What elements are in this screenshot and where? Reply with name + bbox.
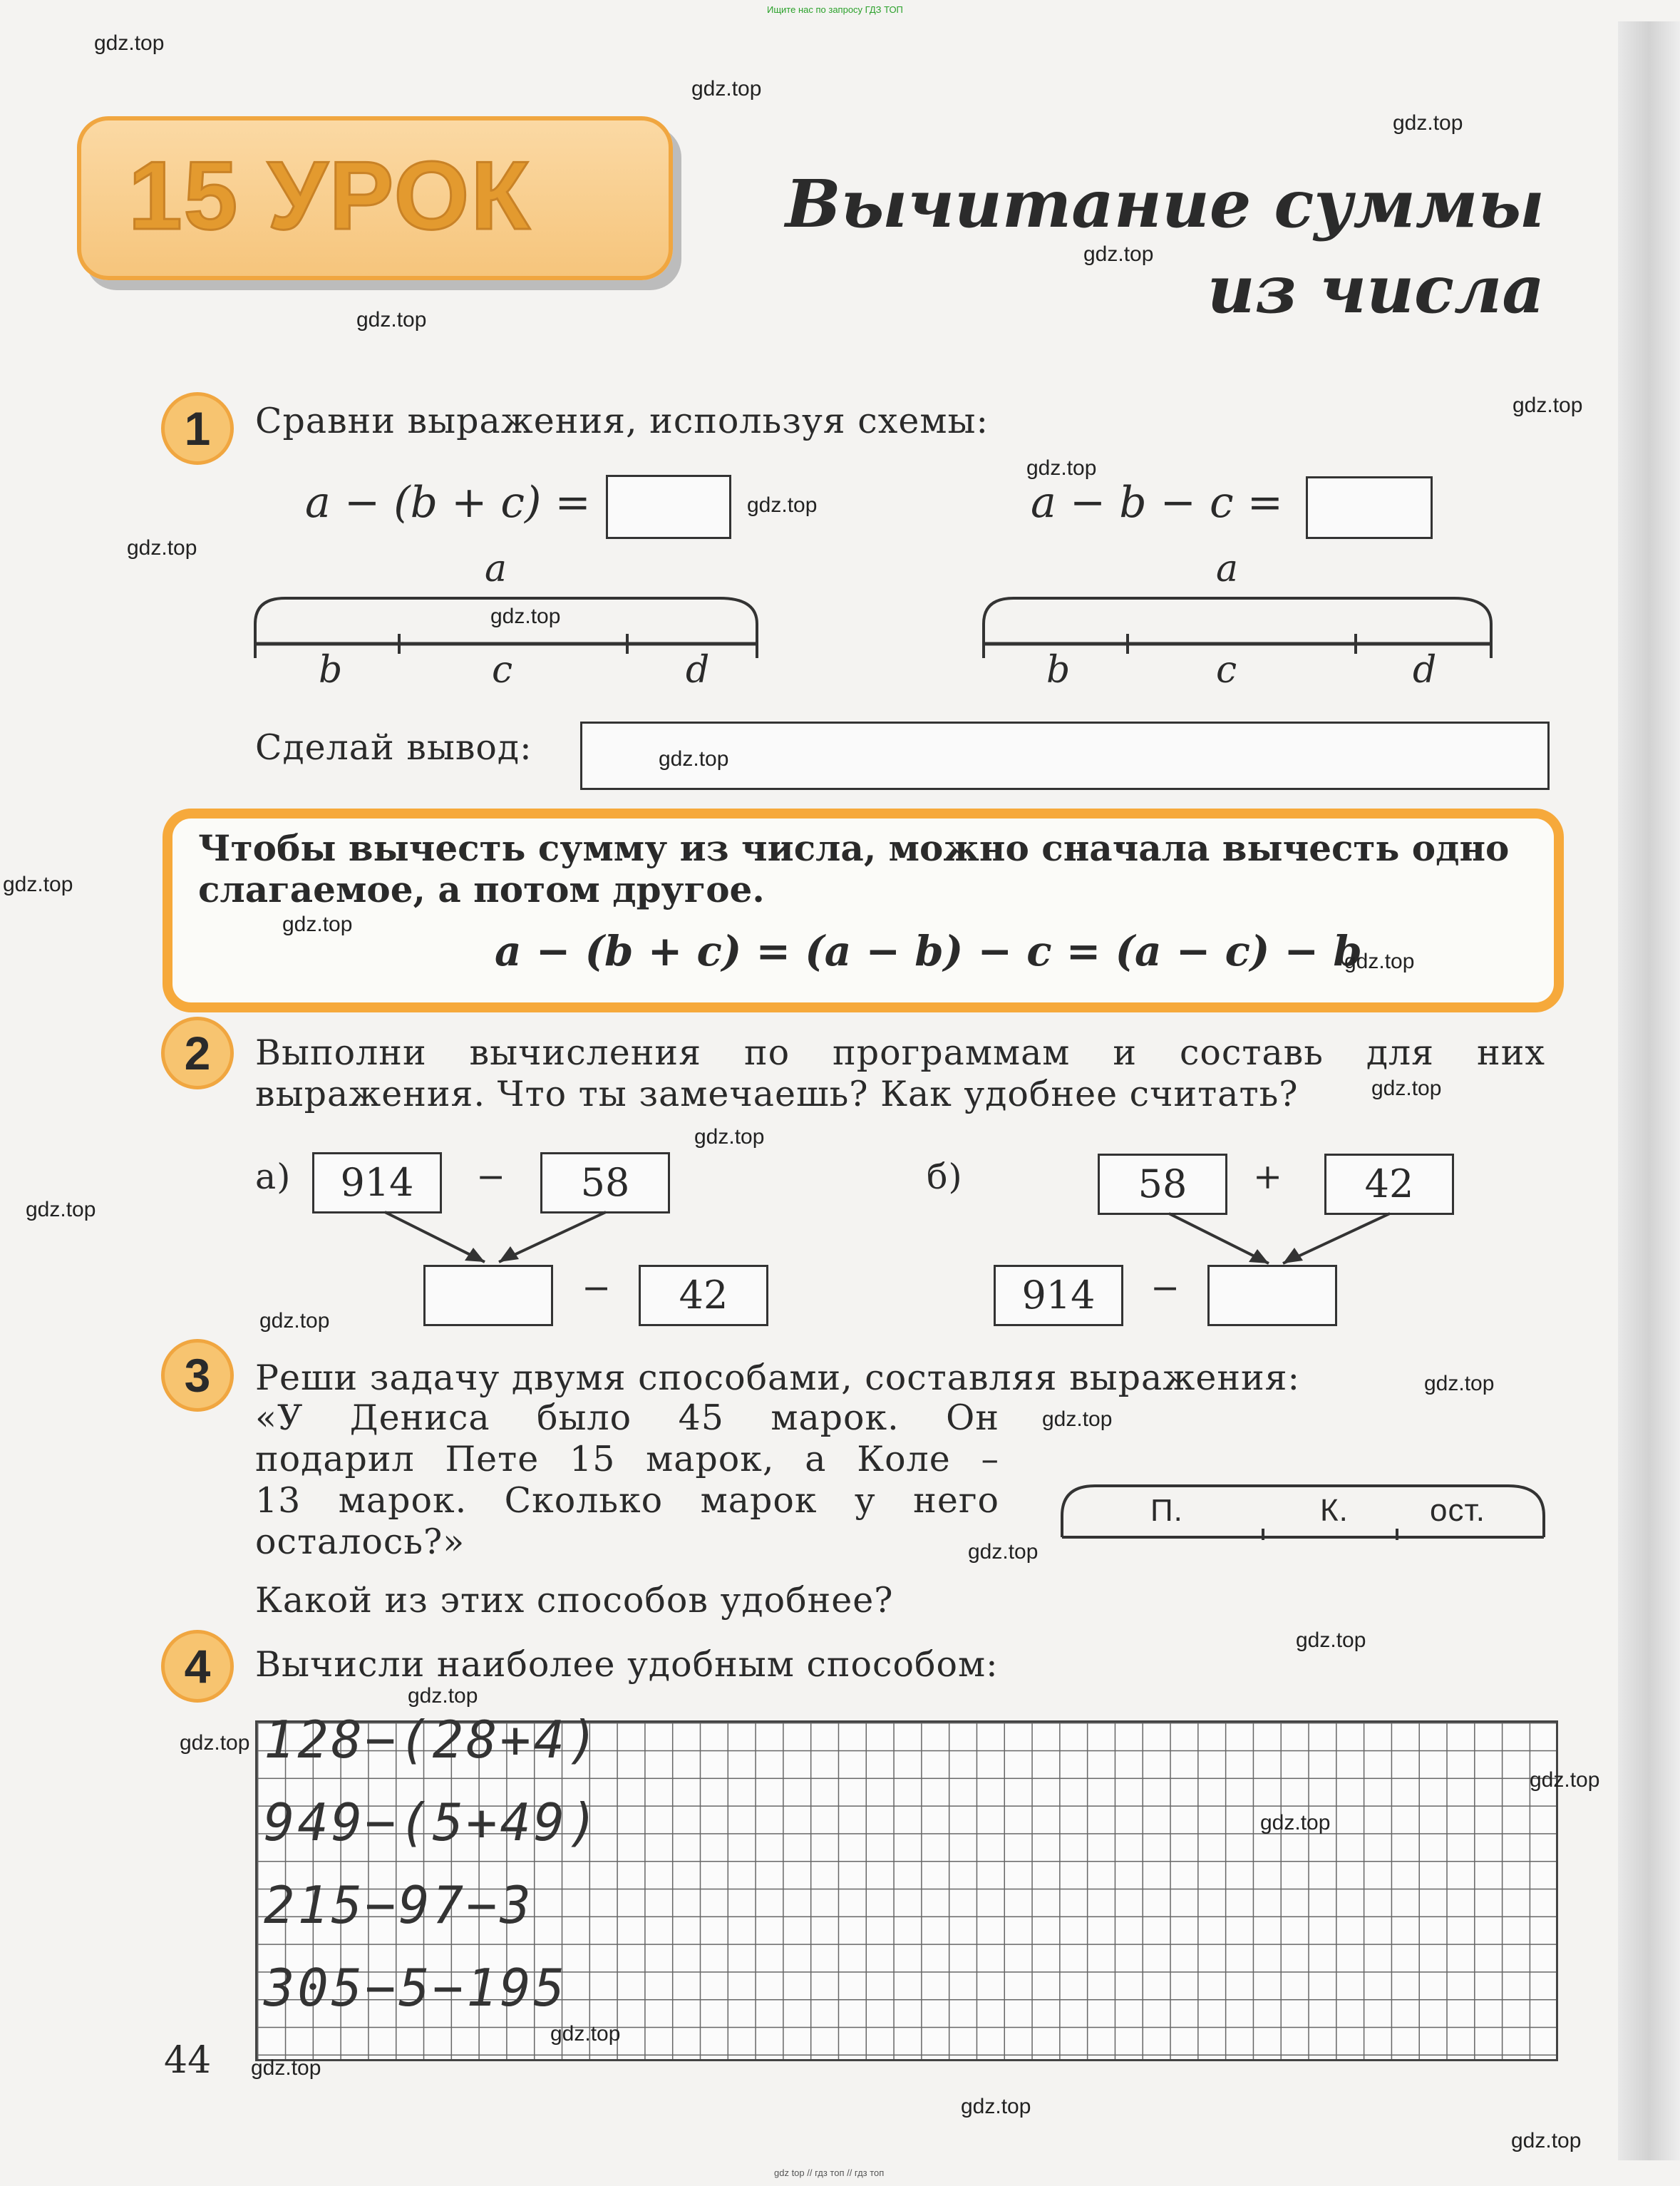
watermark: gdz.top	[550, 2022, 621, 2046]
right-scheme-b: b	[1046, 649, 1071, 692]
watermark: gdz.top	[3, 873, 73, 896]
task-2b-bottom-right[interactable]	[1207, 1265, 1337, 1326]
watermark: gdz.top	[1393, 111, 1463, 135]
scheme-label-ost: ост.	[1430, 1493, 1485, 1528]
task-1-conclusion: Сделай вывод:	[255, 727, 532, 768]
task-2-part-a: а)	[255, 1156, 292, 1197]
task-4-text: Вычисли наиболее удобным способом:	[255, 1644, 999, 1685]
watermark: gdz.top	[94, 31, 165, 55]
lesson-label: 15 УРОК	[128, 141, 532, 250]
page-edge-shadow	[1618, 21, 1680, 2160]
task-1-text: Сравни выражения, используя схемы:	[255, 401, 989, 441]
page-number: 44	[164, 2039, 212, 2082]
left-scheme-d: d	[686, 649, 710, 692]
top-note: Ищите нас по запросу ГДЗ ТОП	[767, 4, 903, 15]
task-1-right-answer-box[interactable]	[1306, 476, 1433, 539]
right-scheme-d: d	[1413, 649, 1437, 692]
watermark: gdz.top	[1511, 2129, 1582, 2152]
task-1-number: 1	[161, 392, 234, 465]
task-2-part-b: б)	[927, 1156, 963, 1197]
task-4-row: 949−(5+49)	[264, 1792, 602, 1852]
watermark: gdz.top	[659, 747, 729, 771]
task-1-right-expr: a − b − c =	[1031, 478, 1283, 528]
right-scheme-c: c	[1216, 649, 1237, 692]
task-2b-top-right: 42	[1324, 1154, 1454, 1215]
watermark: gdz.top	[1371, 1077, 1442, 1100]
watermark: gdz.top	[1260, 1811, 1331, 1835]
task-2a-top-left: 914	[312, 1152, 442, 1213]
watermark: gdz.top	[127, 536, 197, 560]
task-2-number: 2	[161, 1017, 234, 1089]
watermark: gdz.top	[694, 1125, 765, 1149]
task-2b-bottom-left: 914	[994, 1265, 1123, 1326]
task-1-left-expr: a − (b + c) =	[305, 478, 591, 528]
bottom-note: gdz top // гдз топ // гдз топ	[774, 2167, 885, 2178]
watermark: gdz.top	[180, 1731, 250, 1755]
task-2b-top-op: +	[1253, 1156, 1284, 1197]
left-scheme-a: a	[485, 548, 507, 590]
right-scheme-a: a	[1216, 548, 1239, 590]
watermark: gdz.top	[1042, 1407, 1113, 1431]
rule-line-2: слагаемое, а потом другое.	[198, 868, 765, 910]
task-4-row: 128−(28+4)	[264, 1710, 602, 1770]
task-2a-bottom-left[interactable]	[423, 1265, 553, 1326]
task-4-row: 215−97−3	[264, 1875, 534, 1935]
scheme-label-p: П.	[1150, 1493, 1183, 1528]
title-line-2: из числа	[1207, 251, 1545, 328]
rule-line-1: Чтобы вычесть сумму из числа, можно сначала вычесть одно	[198, 827, 1510, 869]
watermark: gdz.top	[691, 77, 762, 101]
watermark: gdz.top	[1083, 242, 1154, 266]
watermark: gdz.top	[490, 605, 561, 628]
task-2a-top-right: 58	[540, 1152, 670, 1213]
left-scheme-b: b	[319, 649, 343, 692]
watermark: gdz.top	[282, 913, 353, 936]
watermark: gdz.top	[251, 2056, 321, 2080]
scheme-label-k: К.	[1320, 1493, 1349, 1528]
task-3-number: 3	[161, 1339, 234, 1412]
watermark: gdz.top	[26, 1198, 96, 1221]
watermark: gdz.top	[408, 1684, 478, 1708]
task-2a-bottom-op: −	[582, 1268, 612, 1308]
task-2b-top-left: 58	[1098, 1154, 1227, 1215]
title-line-1: Вычитание суммы	[785, 165, 1545, 242]
task-2b-arrows	[1155, 1211, 1411, 1268]
watermark: gdz.top	[356, 308, 427, 332]
task-2-line-2: выражения. Что ты замечаешь? Как удобнее считать?	[255, 1074, 1299, 1114]
watermark: gdz.top	[1512, 394, 1583, 417]
watermark: gdz.top	[259, 1309, 330, 1333]
task-1-left-answer-box[interactable]	[606, 475, 731, 539]
task-3-line-4: 13 марок. Сколько марок у него	[255, 1480, 999, 1521]
task-3-line-6: Какой из этих способов удобнее?	[255, 1580, 894, 1621]
task-2b-bottom-op: −	[1150, 1268, 1181, 1308]
watermark: gdz.top	[1344, 950, 1415, 973]
watermark: gdz.top	[1424, 1372, 1495, 1395]
task-3-line-3: подарил Пете 15 марок, а Коле –	[255, 1439, 999, 1479]
task-2-line-1: Выполни вычисления по программам и составь для них	[255, 1032, 1545, 1073]
watermark: gdz.top	[961, 2095, 1031, 2118]
task-3-line-5: осталось?»	[255, 1522, 465, 1562]
watermark: gdz.top	[1530, 1768, 1600, 1792]
rule-formula: a − (b + c) = (a − b) − c = (a − c) − b	[495, 927, 1362, 975]
task-2a-top-op: −	[476, 1156, 507, 1197]
watermark: gdz.top	[747, 493, 818, 517]
task-3-line-2: «У Дениса было 45 марок. Он	[255, 1397, 999, 1438]
left-scheme-c: c	[492, 649, 513, 692]
task-2a-arrows	[371, 1209, 627, 1266]
watermark: gdz.top	[968, 1540, 1039, 1564]
task-4-row: 305−5−195	[264, 1958, 568, 2018]
task-3-line-1: Реши задачу двумя способами, составляя выражения:	[255, 1358, 1301, 1398]
task-4-number: 4	[161, 1630, 234, 1703]
watermark: gdz.top	[1296, 1628, 1366, 1652]
watermark: gdz.top	[1026, 456, 1097, 480]
task-2a-bottom-right: 42	[639, 1265, 768, 1326]
